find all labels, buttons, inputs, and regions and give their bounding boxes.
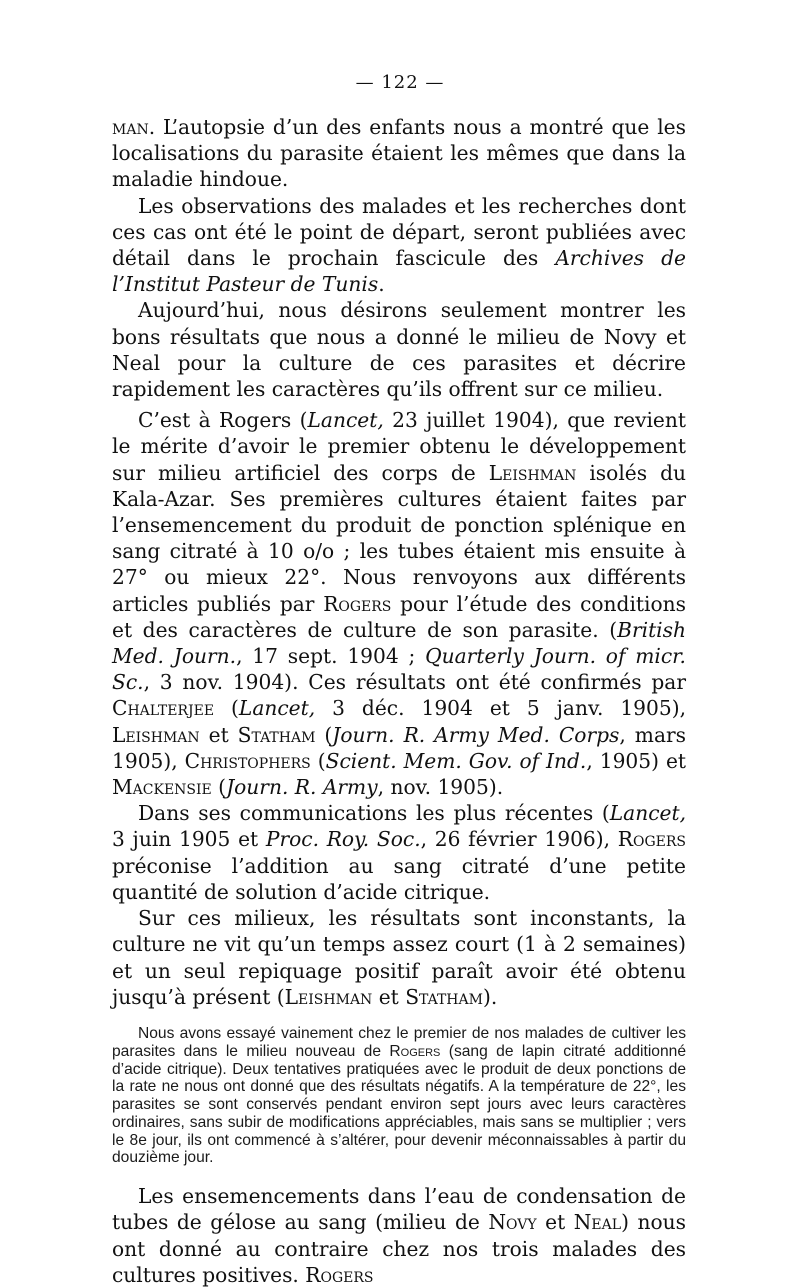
italic-citation: Lancet, — [609, 801, 686, 826]
text-run: ( — [211, 775, 227, 800]
small-caps-name: Statham — [237, 722, 316, 747]
paragraph — [112, 1183, 686, 1288]
text-run: , 3 nov. 1904). Ces résultats ont été confirmés par — [143, 670, 686, 695]
small-caps-name: Leishman — [488, 460, 577, 485]
text-run: , mars 1905), — [112, 722, 686, 773]
text-run: Dans ses communications les plus récentes ( — [138, 801, 610, 826]
paragraph — [112, 800, 686, 905]
text-run: , 1905) et — [586, 748, 687, 773]
paragraph — [112, 905, 686, 1010]
text-run: (sang de lapin citraté additionné d’acide citrique). Deux tentatives pratiquées avec le produit de deux ponctions de la rate ne nous ont donné que des résultats négatifs. A la température de 22°, les parasites se sont conservés pendant environ sept jours avec leurs caractères ordinaires, sans subir de modifications appréciables, mais sans se multiplier ; vers le 8e jour, ils ont commencé à s’altérer, pour devenir méconnaissables à partir du douzième jour. — [112, 1042, 686, 1167]
text-run: ( — [315, 722, 333, 747]
text-run: 3 déc. 1904 et 5 janv. 1905), — [315, 696, 686, 721]
text-run: et — [372, 984, 406, 1009]
text-run: Les observations des malades et les recherches dont ces cas ont été le point de départ, seront publiées avec détail dans le prochain fascicule des — [112, 193, 686, 271]
text-run: . L’autopsie d’un des enfants nous a montré que les localisations du parasite étaient les mêmes que dans la maladie hindoue. — [112, 115, 686, 192]
text-body — [112, 114, 686, 1288]
italic-citation: Lancet, — [238, 696, 316, 721]
paragraph — [112, 114, 686, 193]
footnote-paragraph — [112, 1025, 686, 1167]
text-run: 23 juillet 1904), que revient le mérite d’avoir le premier obtenu le développement sur milieu artificiel des corps de — [112, 408, 686, 485]
small-caps-name: Leishman — [112, 722, 200, 747]
text-run: . — [378, 272, 385, 297]
small-caps-name: Rogers — [305, 1262, 374, 1287]
text-run: 3 juin 1905 et — [112, 827, 266, 852]
italic-citation: Journ. R. Army Med. Corps — [332, 722, 620, 747]
text-run: C’est à Rogers ( — [138, 408, 308, 433]
text-run: Aujourd’hui, nous désirons seulement montrer les bons résultats que nous a donné le milieu de Novy et Neal pour la culture de ces parasites et décrire rapidement les caractères qu’ils offrent sur ce milieu. — [112, 298, 686, 402]
small-caps-name: man — [112, 115, 149, 139]
paragraph — [112, 407, 686, 800]
small-caps-name: Statham — [405, 984, 483, 1009]
small-caps-name: Rogers — [323, 591, 392, 616]
italic-citation: Proc. Roy. Soc. — [265, 827, 421, 852]
paragraph — [112, 193, 686, 298]
italic-citation: Archives de l’Institut Pasteur de Tunis — [112, 246, 686, 297]
text-run: pour l’étude des conditions et des caractères de culture de son parasite. ( — [112, 591, 686, 642]
text-run: ) nous ont donné au contraire chez nos trois malades des cultures positives. — [112, 1210, 686, 1287]
text-run: , 26 février 1906), — [420, 827, 618, 852]
small-caps-name: Mackensie — [112, 775, 212, 800]
italic-citation: Quarterly Journ. of micr. Sc. — [112, 644, 686, 695]
italic-citation: British Med. Journ. — [112, 617, 686, 669]
small-caps-name: Rogers — [389, 1042, 441, 1060]
text-run: Sur ces milieux, les résultats sont inconstants, la culture ne vit qu’un temps assez court (1 à 2 semaines) et un seul repiquage positif paraît avoir été obtenu jusqu’à présent ( — [112, 906, 686, 1009]
text-run: et — [199, 722, 238, 747]
text-run: ). — [482, 984, 498, 1009]
small-caps-name: Rogers — [617, 827, 687, 852]
text-run: ( — [310, 748, 326, 773]
text-run: , nov. 1905). — [377, 775, 504, 800]
small-caps-name: Neal — [573, 1210, 622, 1235]
text-run: isolés du Kala-Azar. Ses premières cultures étaient faites par l’ensemencement du produit de ponction splénique en sang citraté à 10 o/o ; les tubes étaient mis ensuite à 27° ou mieux 22°. Nous renvoyons aux différents articles publiés par — [112, 460, 686, 616]
text-run: Les ensemencements dans l’eau de condensation de tubes de gélose au sang (milieu de — [112, 1184, 686, 1235]
paragraph — [112, 297, 686, 402]
small-caps-name: Novy — [488, 1210, 537, 1235]
text-run: et — [536, 1210, 574, 1235]
text-run: Nous avons essayé vainement chez le premier de nos malades de cultiver les parasites dans le milieu nouveau de — [112, 1024, 686, 1060]
text-run: ( — [214, 696, 239, 721]
italic-citation: Scient. Mem. Gov. of Ind. — [325, 748, 587, 773]
small-caps-name: Leishman — [284, 984, 373, 1009]
text-run: , 17 sept. 1904 ; — [236, 644, 426, 669]
small-caps-name: Christophers — [184, 748, 311, 773]
italic-citation: Journ. R. Army — [226, 775, 378, 800]
text-run: préconise l’addition au sang citraté d’une petite quantité de solution d’acide citrique. — [112, 853, 686, 904]
italic-citation: Lancet, — [307, 408, 384, 433]
page-number: — 122 — — [355, 72, 445, 93]
small-caps-name: Chalterjee — [112, 696, 215, 721]
